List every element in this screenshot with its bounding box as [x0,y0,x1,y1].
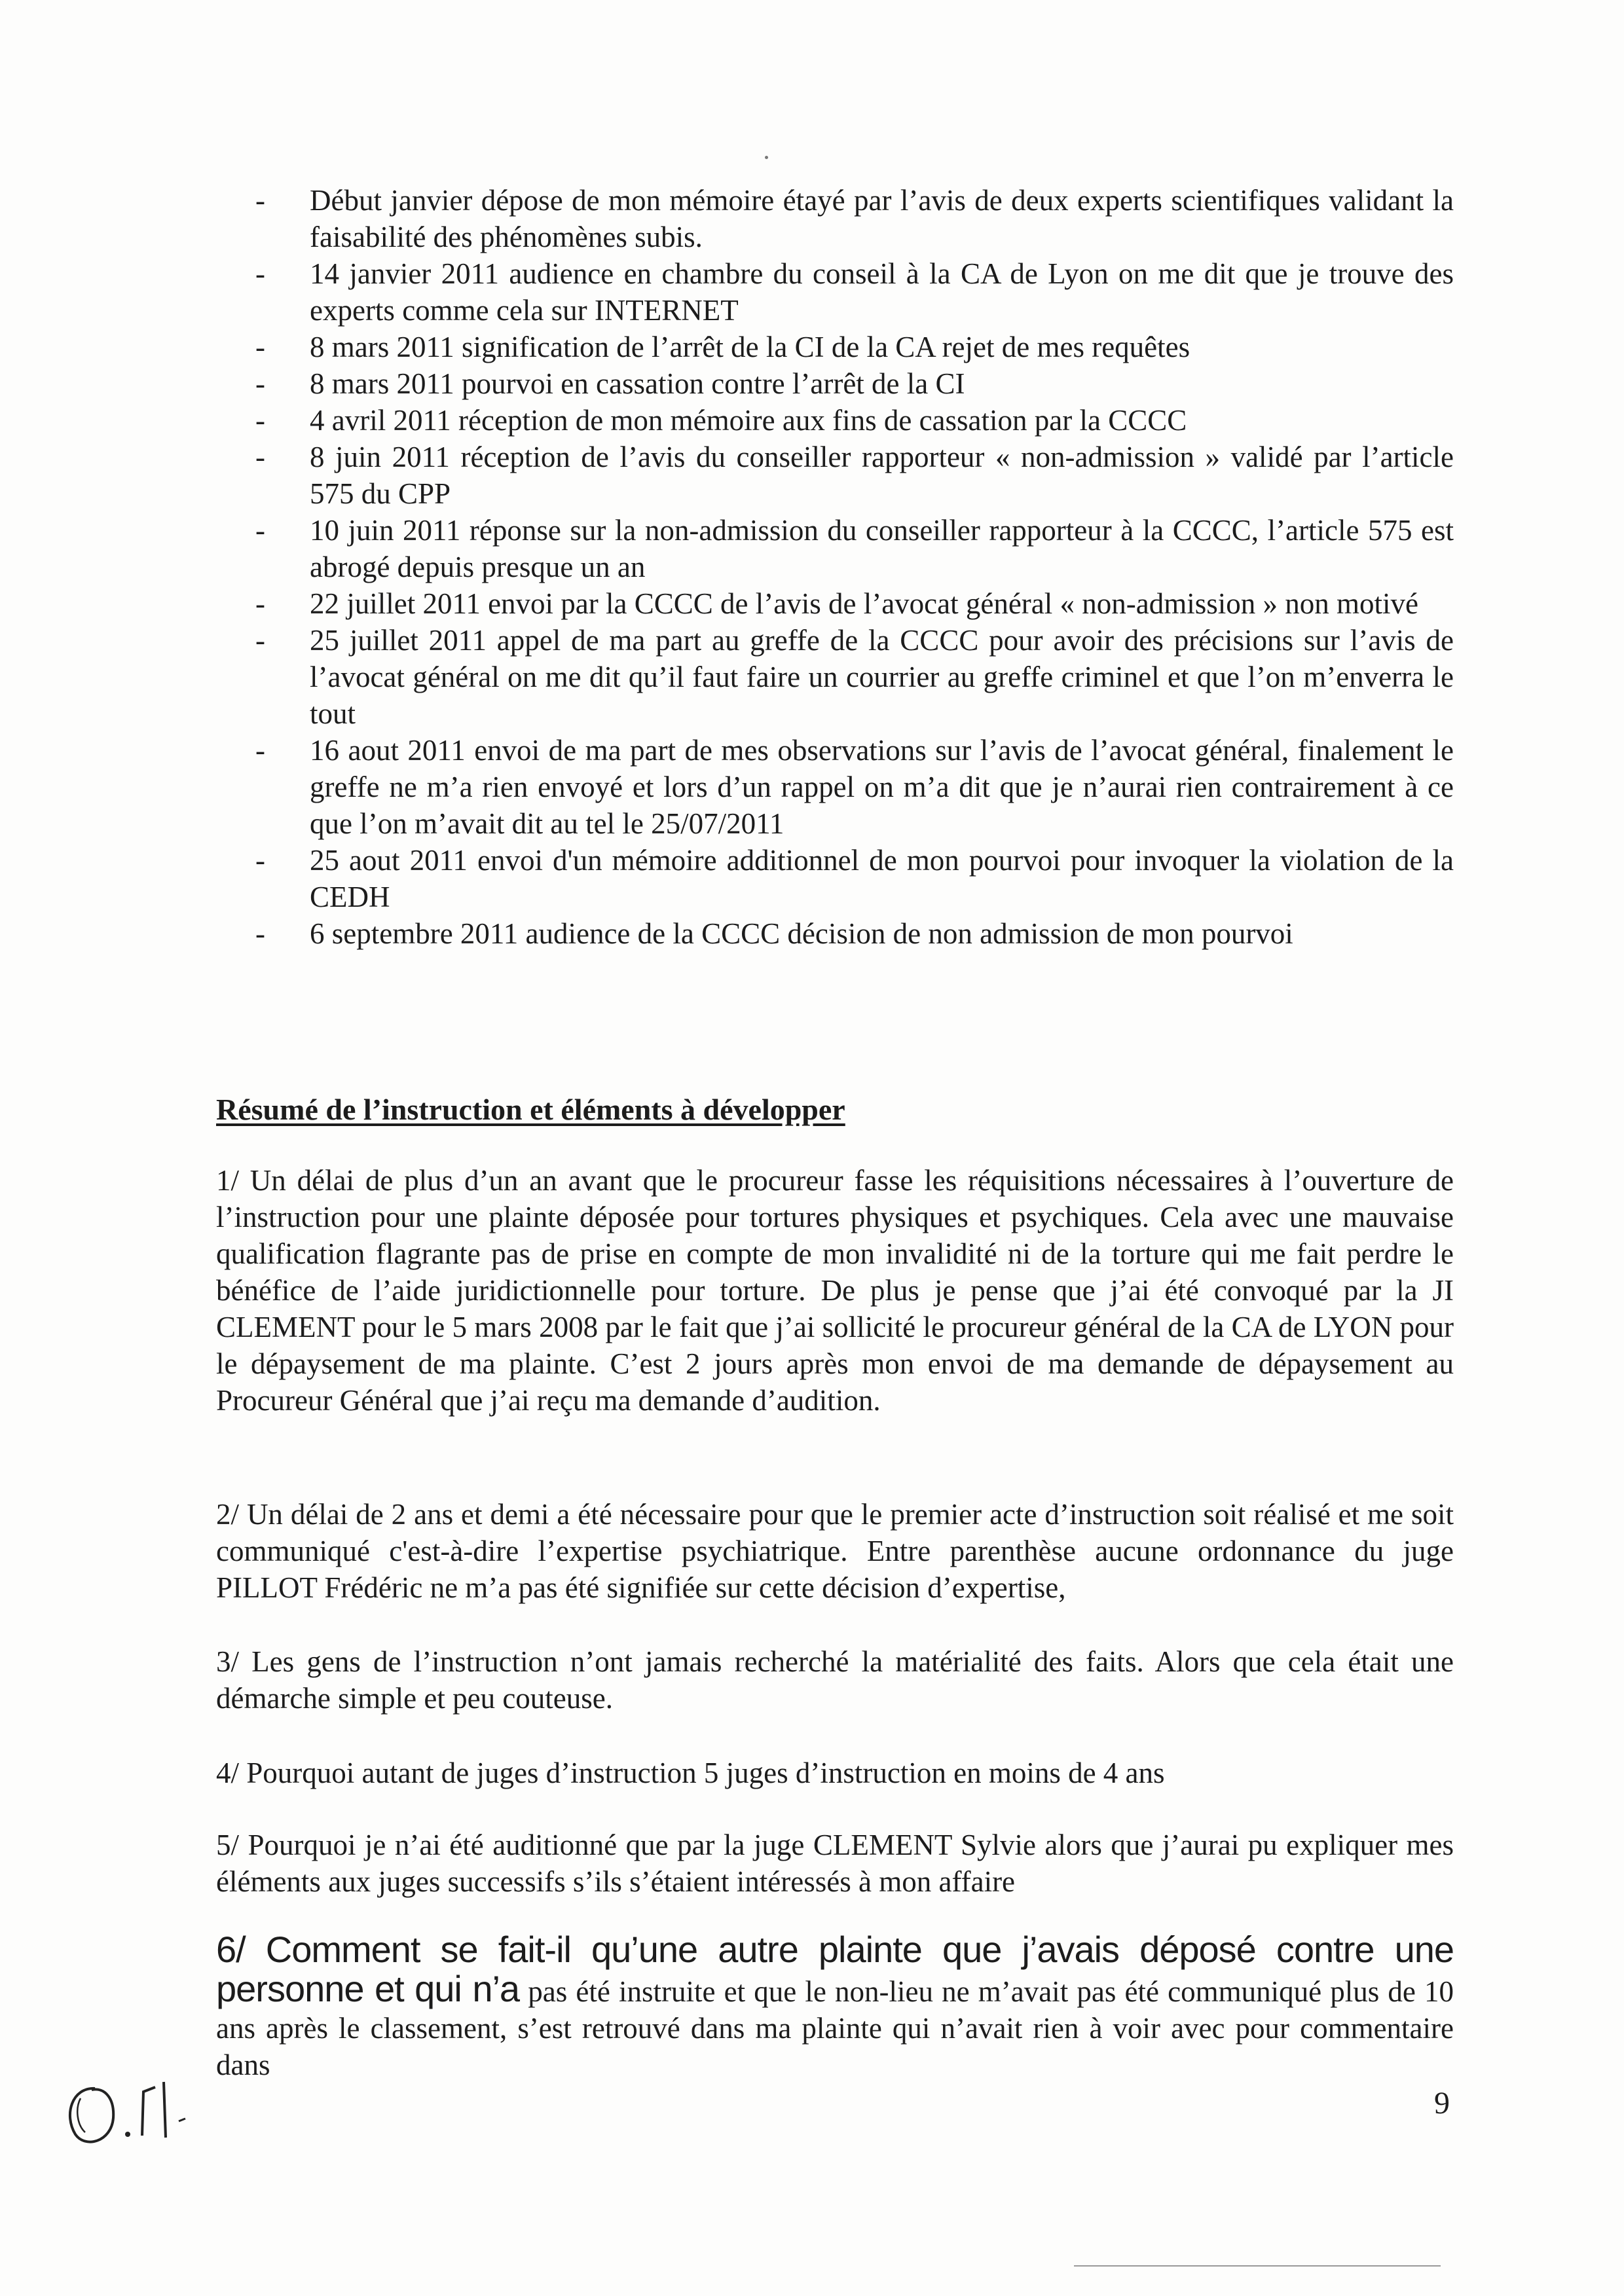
paragraph-3: 3/ Les gens de l’instruction n’ont jamais recherché la matérialité des faits. Alors que cela était une démarche simple et peu couteuse. [216,1645,1454,1715]
bullet-dash: - [255,587,265,620]
list-item-text: 4 avril 2011 réception de mon mémoire aux fins de cassation par la CCCC [310,404,1187,437]
bullet-dash: - [255,331,265,363]
list-item-text: 8 mars 2011 pourvoi en cassation contre l’arrêt de la CI [310,367,965,400]
scan-speck [765,156,768,159]
list-item-text: 22 juillet 2011 envoi par la CCCC de l’avis de l’avocat général « non-admission » non motivé [310,587,1418,620]
list-item-text: Début janvier dépose de mon mémoire étayé par l’avis de deux experts scientifiques validant la faisabilité des phénomènes subis. [310,184,1454,253]
list-item [255,255,1454,329]
bullet-dash: - [255,624,265,657]
paragraph-4: 4/ Pourquoi autant de juges d’instruction 5 juges d’instruction en moins de 4 ans [216,1757,1165,1789]
list-item [255,732,1454,842]
page-number: 9 [1434,2086,1450,2121]
paragraph-6 [216,1931,1454,2083]
bullet-dash: - [255,367,265,400]
list-item-text: 10 juin 2011 réponse sur la non-admission du conseiller rapporteur à la CCCC, l’article 575 est abrogé depuis presque un an [310,514,1454,583]
list-item [255,915,1454,952]
paragraph-1: 1/ Un délai de plus d’un an avant que le procureur fasse les réquisitions nécessaires à l’ouverture de l’instruction pour une plainte déposée pour tortures physiques et psychiques. Cela avec une mauvaise qualification flagrante pas de prise en compte de mon invalidité ni de la torture qui me fait perdre le bénéfice de l’aide juridictionnelle pour torture. De plus je pense que j’ai été convoqué par la JI CLEMENT pour le 5 mars 2008 par le fait que j’ai sollicité le procureur général de la CA de LYON pour le dépaysement de ma plainte. C’est 2 jours après mon envoi de ma demande de dépaysement au Procureur Général que j’ai reçu ma demande d’audition. [216,1164,1454,1417]
list-item [255,622,1454,732]
list-item-text: 25 aout 2011 envoi d'un mémoire additionnel de mon pourvoi pour invoquer la violation de la CEDH [310,844,1454,913]
paragraph-6-rest: pas été instruite et que le non-lieu ne m’avait pas été communiqué plus de 10 ans après le classement, s’est retrouvé dans ma plainte qui n’avait rien à voir avec pour commentaire dans [216,1975,1454,2081]
list-item [255,585,1454,622]
timeline-list [255,182,1454,952]
bullet-dash: - [255,917,265,950]
list-item [255,512,1454,585]
list-item [255,402,1454,439]
bullet-dash: - [255,257,265,290]
bullet-dash: - [255,734,265,767]
bullet-dash: - [255,441,265,473]
list-item [255,365,1454,402]
list-item [255,842,1454,915]
bullet-dash: - [255,844,265,877]
footer-rule [1074,2265,1441,2267]
bullet-dash: - [255,404,265,437]
handwritten-initials [56,2069,213,2154]
list-item-text: 14 janvier 2011 audience en chambre du conseil à la CA de Lyon on me dit que je trouve des experts comme cela sur INTERNET [310,257,1454,327]
list-item-text: 25 juillet 2011 appel de ma part au greffe de la CCCC pour avoir des précisions sur l’avis de l’avocat général on me dit qu’il faut faire un courrier au greffe criminel et que l’on m’enverra le tout [310,624,1454,730]
list-item [255,329,1454,365]
paragraph-2: 2/ Un délai de 2 ans et demi a été nécessaire pour que le premier acte d’instruction soit réalisé et me soit communiqué c'est-à-dire l’expertise psychiatrique. Entre parenthèse aucune ordonnance du juge PILLOT Frédéric ne m’a pas été signifiée sur cette décision d’expertise, [216,1498,1454,1604]
bullet-dash: - [255,184,265,217]
list-item-text: 8 mars 2011 signification de l’arrêt de la CI de la CA rejet de mes requêtes [310,331,1190,363]
paragraph-5: 5/ Pourquoi je n’ai été auditionné que par la juge CLEMENT Sylvie alors que j’aurai pu expliquer mes éléments aux juges successifs s’ils s’étaient intéressés à mon affaire [216,1829,1454,1898]
list-item-text: 16 aout 2011 envoi de ma part de mes observations sur l’avis de l’avocat général, finalement le greffe ne m’a rien envoyé et lors d’un rappel on m’a dit que je n’aurai rien contrairement à ce que l’on m’avait dit au tel le 25/07/2011 [310,734,1454,840]
bullet-dash: - [255,514,265,547]
paragraph-6-lead: 6/ Comment se fait-il qu’une autre plainte que j’avais déposé contre une personne et qui n’a [216,1929,1454,2009]
list-item [255,439,1454,512]
list-item-text: 8 juin 2011 réception de l’avis du conseiller rapporteur « non-admission » validé par l’article 575 du CPP [310,441,1454,510]
list-item-text: 6 septembre 2011 audience de la CCCC décision de non admission de mon pourvoi [310,917,1293,950]
list-item [255,182,1454,255]
section-heading: Résumé de l’instruction et éléments à développer [216,1093,845,1126]
